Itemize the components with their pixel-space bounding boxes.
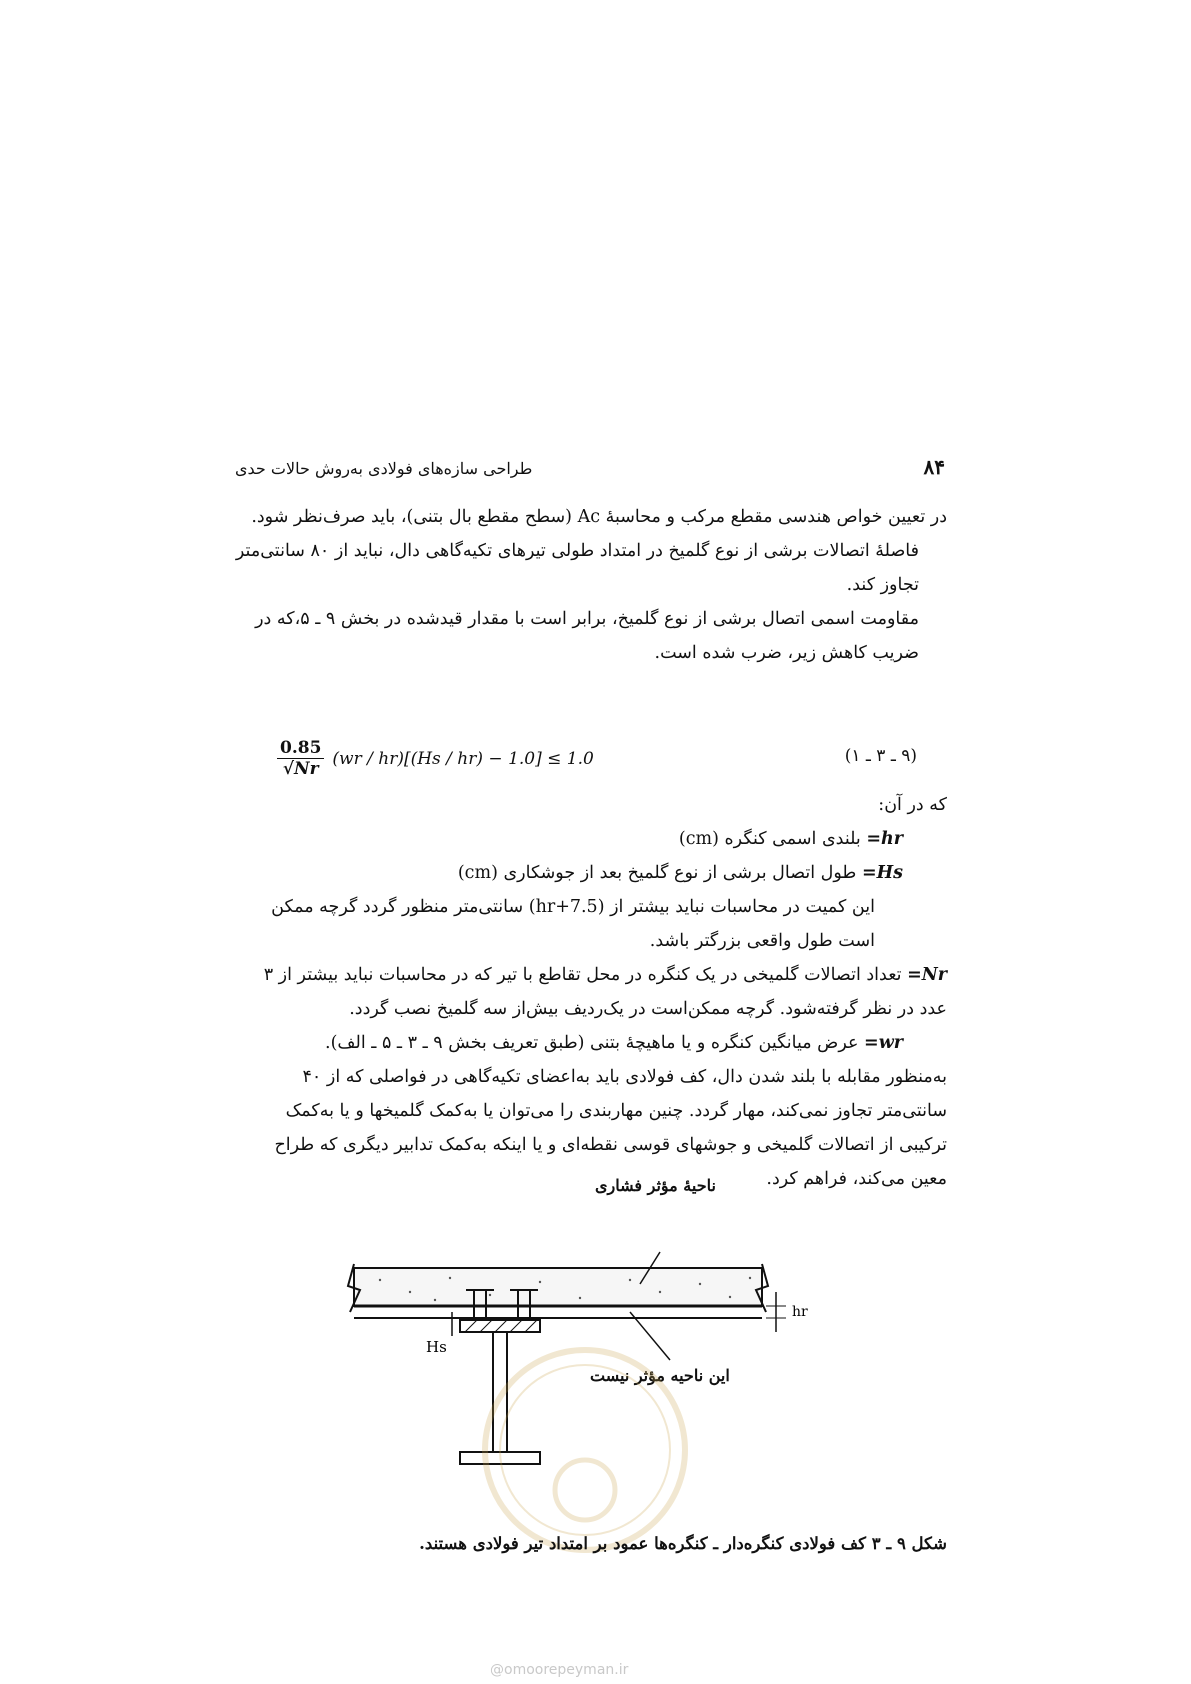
paragraph-3: مقاومت اسمی اتصال برشی از نوع گلمیخ، برابر است با مقدار قیدشده در بخش ۹ ـ ۵،که در ضریب کاهش زیر، ضرب شده است. — [255, 609, 919, 663]
page-number: ۸۴ — [923, 455, 945, 479]
definition-Hs — [458, 856, 903, 890]
definition-hr — [679, 822, 903, 856]
watermark-logo — [470, 1340, 700, 1560]
symbol-Nr: Nr= — [907, 965, 947, 985]
paragraph-2: فاصلهٔ اتصالات برشی از نوع گلمیخ در امتداد طولی تیرهای تکیه‌گاهی دال، نباید از ۸۰ سانتی‌متر تجاوز کند. — [235, 541, 919, 595]
definition-Nr-text: تعداد اتصالات گلمیخی در یک کنگره در محل تقاطع با تیر که در محاسبات نباید بیشتر از ۳ عدد در نظر گرفته‌شود. گرچه ممکن‌است در یک‌ردیف بیش‌از سه گلمیخ نصب گردد. — [263, 965, 947, 1019]
definition-wr-text: عرض میانگین کنگره و یا ماهیچهٔ بتنی (طبق تعریف بخش ۹ ـ ۳ ـ ۵ ـ الف). — [325, 1033, 859, 1053]
formula — [277, 738, 594, 779]
paragraph-1: در تعیین خواص هندسی مقطع مرکب و محاسبهٔ Ac (سطح مقطع بال بتنی)، باید صرف‌نظر شود. — [251, 507, 947, 527]
formula-row — [235, 738, 947, 786]
definition-Hs-note: این کمیت در محاسبات نباید بیشتر از (hr+7.5) سانتی‌متر منظور گردد گرچه ممکن است طول واقعی بزرگتر باشد. — [271, 897, 875, 951]
definition-Nr — [245, 958, 947, 1026]
concrete-slab — [354, 1268, 762, 1306]
book-title: طراحی سازه‌های فولادی به‌روش حالات حدی — [235, 459, 533, 478]
figure-caption: شکل ۹ ـ ۳ کف فولادی کنگره‌دار ـ کنگره‌ها عمود بر امتداد تیر فولادی هستند. — [419, 1534, 947, 1553]
where-label: که در آن: — [878, 795, 947, 815]
label-non-effective-zone: این ناحیه مؤثر نیست — [590, 1366, 730, 1385]
beam-top-flange — [460, 1320, 540, 1332]
symbol-Hs: Hs= — [861, 863, 903, 883]
formula-expression: (wr / hr)[(Hs / hr) − 1.0] ≤ 1.0 — [332, 748, 594, 769]
paragraph-4: به‌منظور مقابله با بلند شدن دال، کف فولادی باید به‌اعضای تکیه‌گاهی در فواصلی که از ۴۰ سانتی‌متر تجاوز نمی‌کند، مهار گردد. چنین مهاربندی را می‌توان یا به‌کمک گلمیخها و یا به‌کمک ترکیبی از اتصالات گلمیخی و جوشهای قوسی نقطه‌ای و یا اینکه به‌کمک تدابیر دیگری که طراح معین می‌کند، فراهم کرد. — [274, 1067, 947, 1189]
page-header — [235, 455, 945, 485]
watermark-url: @omoorepeyman.ir — [490, 1662, 629, 1678]
definition-hr-text: بلندی اسمی کنگره (cm) — [678, 829, 861, 849]
symbol-hr: hr= — [866, 829, 903, 849]
formula-numerator: 0.85 — [277, 738, 324, 759]
equation-number: (۹ ـ ۳ ـ ۱) — [844, 746, 917, 766]
label-effective-compression-zone: ناحیهٔ مؤثر فشاری — [595, 1176, 716, 1195]
definition-Hs-text: طول اتصال برشی از نوع گلمیخ بعد از جوشکاری (cm) — [457, 863, 857, 883]
definition-wr — [325, 1026, 903, 1060]
symbol-wr: wr= — [864, 1033, 903, 1053]
body-text — [235, 500, 947, 670]
label-hr: hr — [792, 1304, 808, 1320]
label-Hs: Hs — [426, 1338, 447, 1356]
formula-fraction — [277, 738, 324, 779]
formula-denominator: √Nr — [282, 759, 319, 779]
